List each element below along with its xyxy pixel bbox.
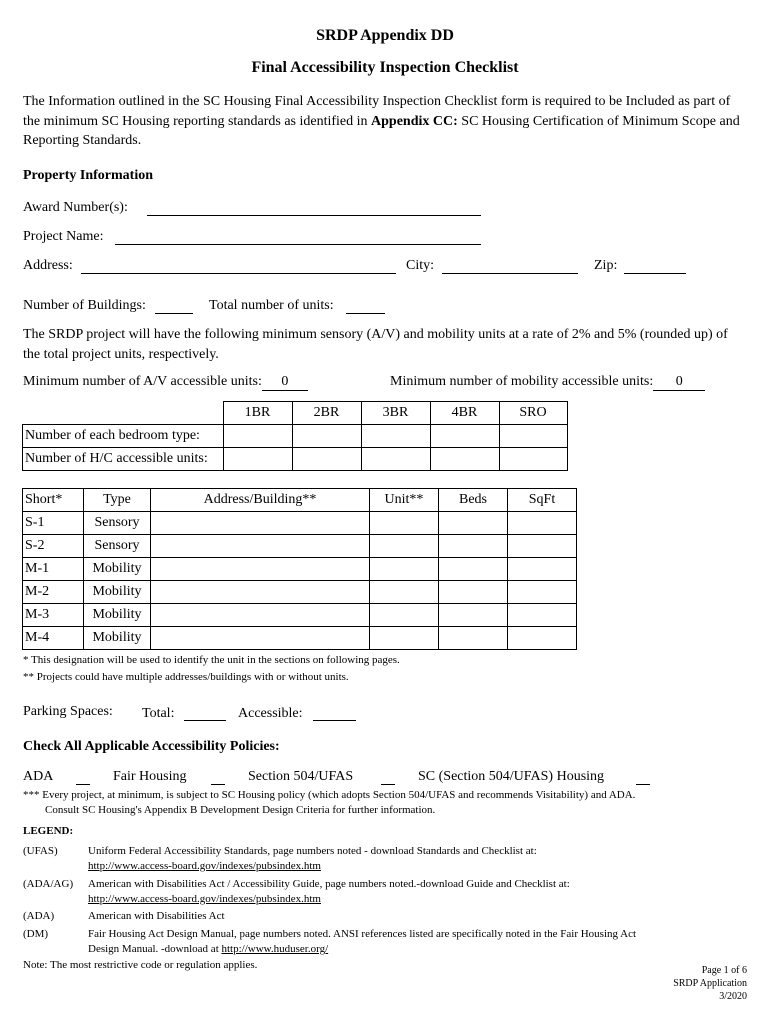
unit-cell[interactable] bbox=[151, 627, 370, 650]
document-title: SRDP Appendix DD bbox=[316, 27, 454, 44]
unit-type: Mobility bbox=[84, 604, 151, 627]
legend-desc: Fair Housing Act Design Manual, page numbers noted. ANSI references listed are specifically noted in the Fair Housing Act bbox=[88, 928, 637, 940]
unit-cell[interactable] bbox=[508, 558, 577, 581]
unit-short: S-2 bbox=[23, 535, 84, 558]
legend-abbr: (UFAS) bbox=[23, 845, 58, 857]
unit-short: M-4 bbox=[23, 627, 84, 650]
legend-link[interactable]: http://www.huduser.org/ bbox=[221, 943, 329, 955]
policy-sc-housing-checkbox[interactable] bbox=[636, 784, 650, 785]
table-row bbox=[23, 627, 577, 650]
award-label: Award Number(s): bbox=[23, 200, 128, 215]
policy-note-line2: Consult SC Housing's Appendix B Development Design Criteria for further information. bbox=[45, 804, 436, 816]
unit-cell[interactable] bbox=[508, 535, 577, 558]
bedroom-header: 3BR bbox=[361, 402, 430, 425]
legend-desc-cont: Design Manual. -download at http://www.huduser.org/ bbox=[88, 943, 329, 955]
unit-cell[interactable] bbox=[370, 558, 439, 581]
unit-cell[interactable] bbox=[370, 627, 439, 650]
unit-header: Type bbox=[84, 489, 151, 512]
unit-cell[interactable] bbox=[151, 604, 370, 627]
unit-cell[interactable] bbox=[439, 604, 508, 627]
legend-desc: American with Disabilities Act bbox=[88, 910, 225, 922]
unit-cell[interactable] bbox=[439, 512, 508, 535]
total-units-field[interactable] bbox=[346, 313, 385, 314]
unit-cell[interactable] bbox=[508, 581, 577, 604]
zip-label: Zip: bbox=[594, 258, 618, 273]
unit-header: Unit** bbox=[370, 489, 439, 512]
unit-cell[interactable] bbox=[439, 535, 508, 558]
unit-cell[interactable] bbox=[439, 558, 508, 581]
bedroom-header: 2BR bbox=[292, 402, 361, 425]
legend-abbr: (ADA) bbox=[23, 910, 55, 922]
table-row bbox=[23, 604, 577, 627]
address-field[interactable] bbox=[81, 273, 396, 274]
property-heading: Property Information bbox=[23, 168, 153, 183]
city-field[interactable] bbox=[442, 273, 578, 274]
table-row bbox=[23, 581, 577, 604]
parking-total-label: Total: bbox=[142, 706, 175, 721]
policy-section-504-checkbox[interactable] bbox=[381, 784, 395, 785]
unit-short: M-2 bbox=[23, 581, 84, 604]
buildings-field[interactable] bbox=[155, 313, 193, 314]
legend-desc: Uniform Federal Accessibility Standards, page numbers noted - download Standards and Checklist at: bbox=[88, 845, 537, 857]
city-label: City: bbox=[406, 258, 435, 273]
mobility-units-value[interactable]: 0 bbox=[653, 374, 705, 391]
unit-cell[interactable] bbox=[370, 512, 439, 535]
legend-note: Note: The most restrictive code or regulation applies. bbox=[23, 959, 258, 971]
legend-link[interactable]: http://www.access-board.gov/indexes/pubsindex.htm bbox=[88, 893, 321, 905]
award-number-field[interactable] bbox=[147, 215, 481, 216]
unit-type: Sensory bbox=[84, 535, 151, 558]
unit-header: SqFt bbox=[508, 489, 577, 512]
unit-header: Short* bbox=[23, 489, 84, 512]
unit-cell[interactable] bbox=[439, 627, 508, 650]
bedroom-cell[interactable] bbox=[361, 425, 430, 448]
bedroom-cell[interactable] bbox=[430, 425, 499, 448]
policy-section-504: Section 504/UFAS bbox=[248, 769, 354, 784]
unit-type: Mobility bbox=[84, 581, 151, 604]
legend-link[interactable]: http://www.access-board.gov/indexes/pubsindex.htm bbox=[88, 860, 321, 872]
bedroom-cell[interactable] bbox=[292, 448, 361, 471]
bedroom-cell[interactable] bbox=[292, 425, 361, 448]
footnote-designation: * This designation will be used to identify the unit in the sections on following pages. bbox=[23, 654, 400, 666]
bedroom-header: SRO bbox=[499, 402, 567, 425]
bedroom-cell[interactable] bbox=[223, 448, 292, 471]
parking-total-field[interactable] bbox=[184, 720, 226, 721]
buildings-label: Number of Buildings: bbox=[23, 298, 146, 313]
unit-cell[interactable] bbox=[151, 558, 370, 581]
total-units-label: Total number of units: bbox=[209, 298, 334, 313]
requirement-paragraph: The SRDP project will have the following minimum sensory (A/V) and mobility units at a rate of 2% and 5% (rounded up) of the total project units, respectively. bbox=[23, 327, 728, 362]
address-label: Address: bbox=[23, 258, 73, 273]
zip-field[interactable] bbox=[624, 273, 686, 274]
legend-heading: LEGEND: bbox=[23, 825, 74, 837]
unit-header: Beds bbox=[439, 489, 508, 512]
bedroom-header: 4BR bbox=[430, 402, 499, 425]
table-row bbox=[23, 535, 577, 558]
table-row bbox=[23, 512, 577, 535]
unit-cell[interactable] bbox=[370, 581, 439, 604]
footnote-addresses: ** Projects could have multiple addresses/buildings with or without units. bbox=[23, 671, 349, 683]
policy-ada-checkbox[interactable] bbox=[76, 784, 90, 785]
table-row bbox=[23, 558, 577, 581]
intro-paragraph: The Information outlined in the SC Housing Final Accessibility Inspection Checklist form is required to be Included as part of the minimum SC Housing reporting standards as identified in Appendix CC: SC Housing Certification of Minimum Scope and Reporting Standards. bbox=[23, 94, 740, 148]
unit-cell[interactable] bbox=[508, 627, 577, 650]
footer-page: Page 1 of 6 bbox=[701, 965, 747, 976]
legend-abbr: (ADA/AG) bbox=[23, 878, 74, 890]
unit-short: M-1 bbox=[23, 558, 84, 581]
unit-cell[interactable] bbox=[508, 604, 577, 627]
unit-table bbox=[22, 488, 577, 650]
bedroom-table-corner bbox=[23, 402, 224, 425]
bedroom-table bbox=[22, 401, 568, 471]
unit-short: S-1 bbox=[23, 512, 84, 535]
policy-fair-housing: Fair Housing bbox=[113, 769, 187, 784]
parking-label: Parking Spaces: bbox=[23, 704, 113, 719]
bedroom-cell[interactable] bbox=[430, 448, 499, 471]
unit-cell[interactable] bbox=[151, 581, 370, 604]
bedroom-row-label: Number of each bedroom type: bbox=[23, 425, 224, 448]
project-name-field[interactable] bbox=[115, 244, 481, 245]
footer-date: 3/2020 bbox=[719, 991, 747, 1002]
unit-cell[interactable] bbox=[508, 512, 577, 535]
bedroom-cell[interactable] bbox=[499, 425, 567, 448]
unit-cell[interactable] bbox=[151, 512, 370, 535]
unit-type: Sensory bbox=[84, 512, 151, 535]
policy-fair-housing-checkbox[interactable] bbox=[211, 784, 225, 785]
policy-ada: ADA bbox=[23, 769, 54, 784]
mobility-units-line: Minimum number of mobility accessible units: 0 bbox=[390, 374, 705, 391]
parking-accessible-field[interactable] bbox=[313, 720, 356, 721]
av-units-value[interactable]: 0 bbox=[262, 374, 308, 391]
project-name-label: Project Name: bbox=[23, 229, 104, 244]
document-subtitle: Final Accessibility Inspection Checklist bbox=[251, 59, 519, 76]
unit-header: Address/Building** bbox=[151, 489, 370, 512]
bedroom-cell[interactable] bbox=[499, 448, 567, 471]
av-units-line: Minimum number of A/V accessible units: 0 bbox=[23, 374, 308, 391]
bedroom-cell[interactable] bbox=[361, 448, 430, 471]
legend-desc: American with Disabilities Act / Accessibility Guide, page numbers noted.-download Guide and Checklist at: bbox=[88, 878, 570, 890]
unit-type: Mobility bbox=[84, 558, 151, 581]
bedroom-cell[interactable] bbox=[223, 425, 292, 448]
unit-short: M-3 bbox=[23, 604, 84, 627]
policy-sc-housing: SC (Section 504/UFAS) Housing bbox=[418, 769, 605, 784]
unit-cell[interactable] bbox=[370, 535, 439, 558]
footer-doc: SRDP Application bbox=[673, 978, 747, 989]
unit-cell[interactable] bbox=[439, 581, 508, 604]
unit-cell[interactable] bbox=[151, 535, 370, 558]
legend-abbr: (DM) bbox=[23, 928, 49, 940]
policies-heading: Check All Applicable Accessibility Policies: bbox=[23, 739, 280, 754]
parking-accessible-label: Accessible: bbox=[238, 706, 303, 721]
unit-type: Mobility bbox=[84, 627, 151, 650]
bedroom-header: 1BR bbox=[223, 402, 292, 425]
policy-note-line1: *** Every project, at minimum, is subject to SC Housing policy (which adopts Section 504/UFAS and recommends Visitability) and ADA. bbox=[23, 789, 636, 801]
bedroom-row-label: Number of H/C accessible units: bbox=[23, 448, 224, 471]
unit-cell[interactable] bbox=[370, 604, 439, 627]
